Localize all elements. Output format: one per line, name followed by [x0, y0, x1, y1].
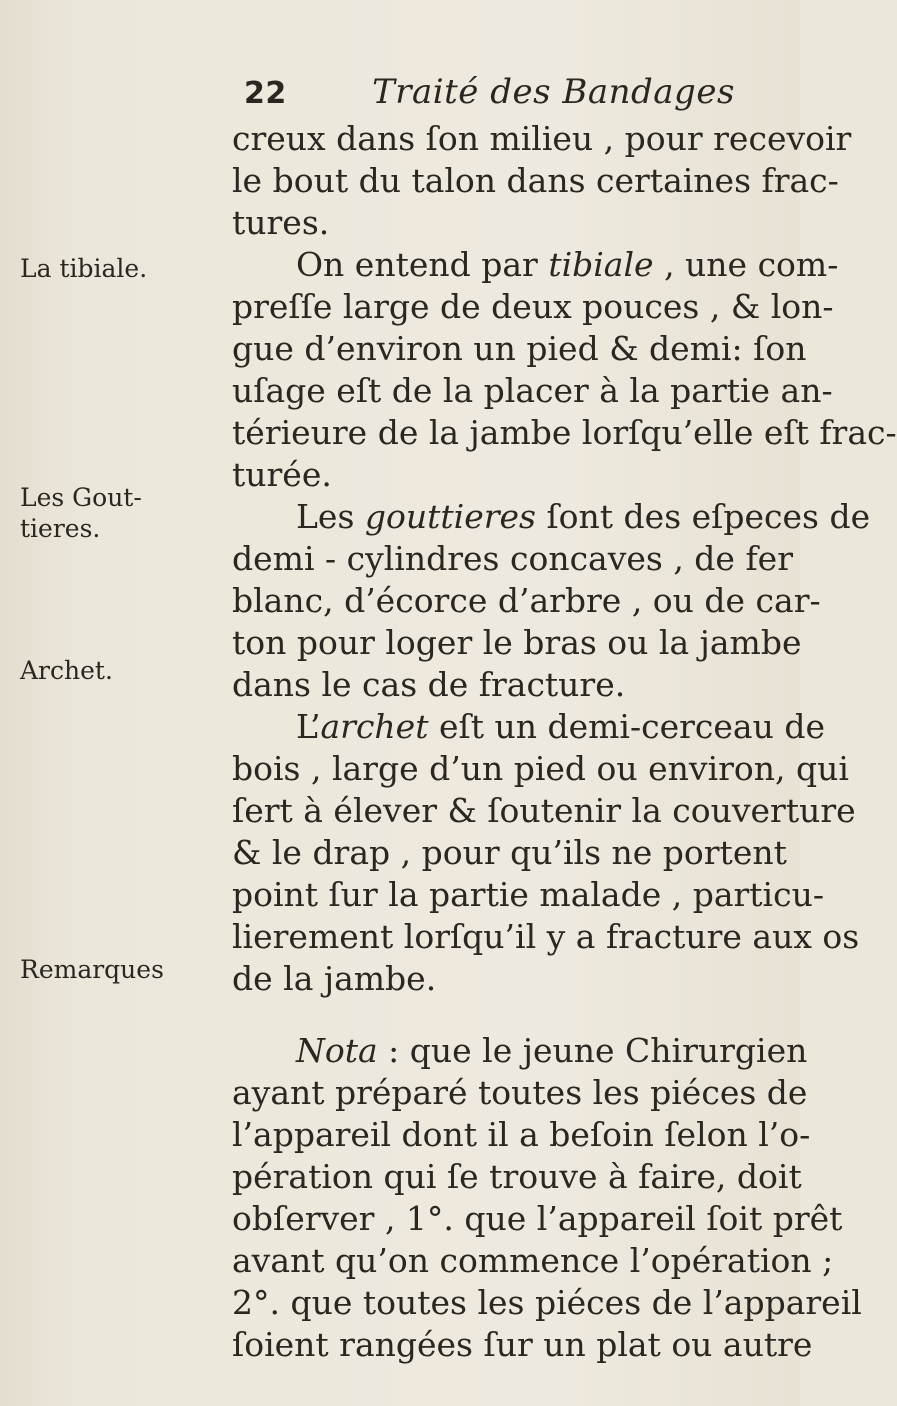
text-line: lierement lorſqu’il y a fracture aux os	[232, 917, 860, 956]
text-line: l’appareil dont il a beſoin ſelon l’o-	[232, 1115, 811, 1154]
page-number: 22	[244, 76, 287, 111]
text-line: & le drap , pour qu’ils ne portent	[232, 833, 787, 872]
text-line: térieure de la jambe lorſqu’elle eſt frac-	[232, 413, 897, 452]
page-header	[244, 72, 735, 112]
text-line: turée.	[232, 455, 332, 494]
text-line: preſſe large de deux pouces , & lon-	[232, 287, 834, 326]
margin-note-remarques: Remarques	[20, 955, 164, 984]
margin-note-gouttieres-2: tieres.	[20, 514, 101, 543]
text-line: blanc, d’écorce d’arbre , ou de car-	[232, 581, 821, 620]
text-line: le bout du talon dans certaines frac-	[232, 161, 839, 200]
text-line: pération qui ſe trouve à faire, doit	[232, 1157, 802, 1196]
text-line: obſerver , 1°. que l’appareil ſoit prêt	[232, 1199, 843, 1238]
margin-note-gouttieres-1: Les Gout-	[20, 483, 142, 512]
text-line: ton pour loger le bras ou la jambe	[232, 623, 802, 662]
text-line: tures.	[232, 203, 330, 242]
margin-note-tibiale: La tibiale.	[20, 254, 148, 283]
text-line: gue d’environ un pied & demi: ſon	[232, 329, 807, 368]
text-line: ſert à élever & ſoutenir la couverture	[232, 791, 856, 830]
text-line: demi - cylindres concaves , de fer	[232, 539, 793, 578]
text-line: point ſur la partie malade , particu-	[232, 875, 825, 914]
text-line: avant qu’on commence l’opération ;	[232, 1241, 834, 1280]
text-line: uſage eſt de la placer à la partie an-	[232, 371, 833, 410]
text-line: dans le cas de fracture.	[232, 665, 626, 704]
text-line: Nota : que le jeune Chirurgien	[296, 1031, 808, 1070]
text-line: On entend par tibiale , une com-	[296, 245, 839, 284]
text-line: L’archet eſt un demi-cerceau de	[296, 707, 825, 746]
text-line: ayant préparé toutes les piéces de	[232, 1073, 808, 1112]
text-line: bois , large d’un pied ou environ, qui	[232, 749, 849, 788]
text-line: creux dans ſon milieu , pour recevoir	[232, 119, 852, 158]
margin-note-archet: Archet.	[20, 656, 113, 685]
text-line: Les gouttieres ſont des eſpeces de	[296, 497, 871, 536]
text-line: ſoient rangées ſur un plat ou autre	[232, 1325, 813, 1364]
text-line: de la jambe.	[232, 959, 437, 998]
running-title: Traité des Bandages	[372, 72, 735, 112]
text-line: 2°. que toutes les piéces de l’appareil	[232, 1283, 862, 1322]
